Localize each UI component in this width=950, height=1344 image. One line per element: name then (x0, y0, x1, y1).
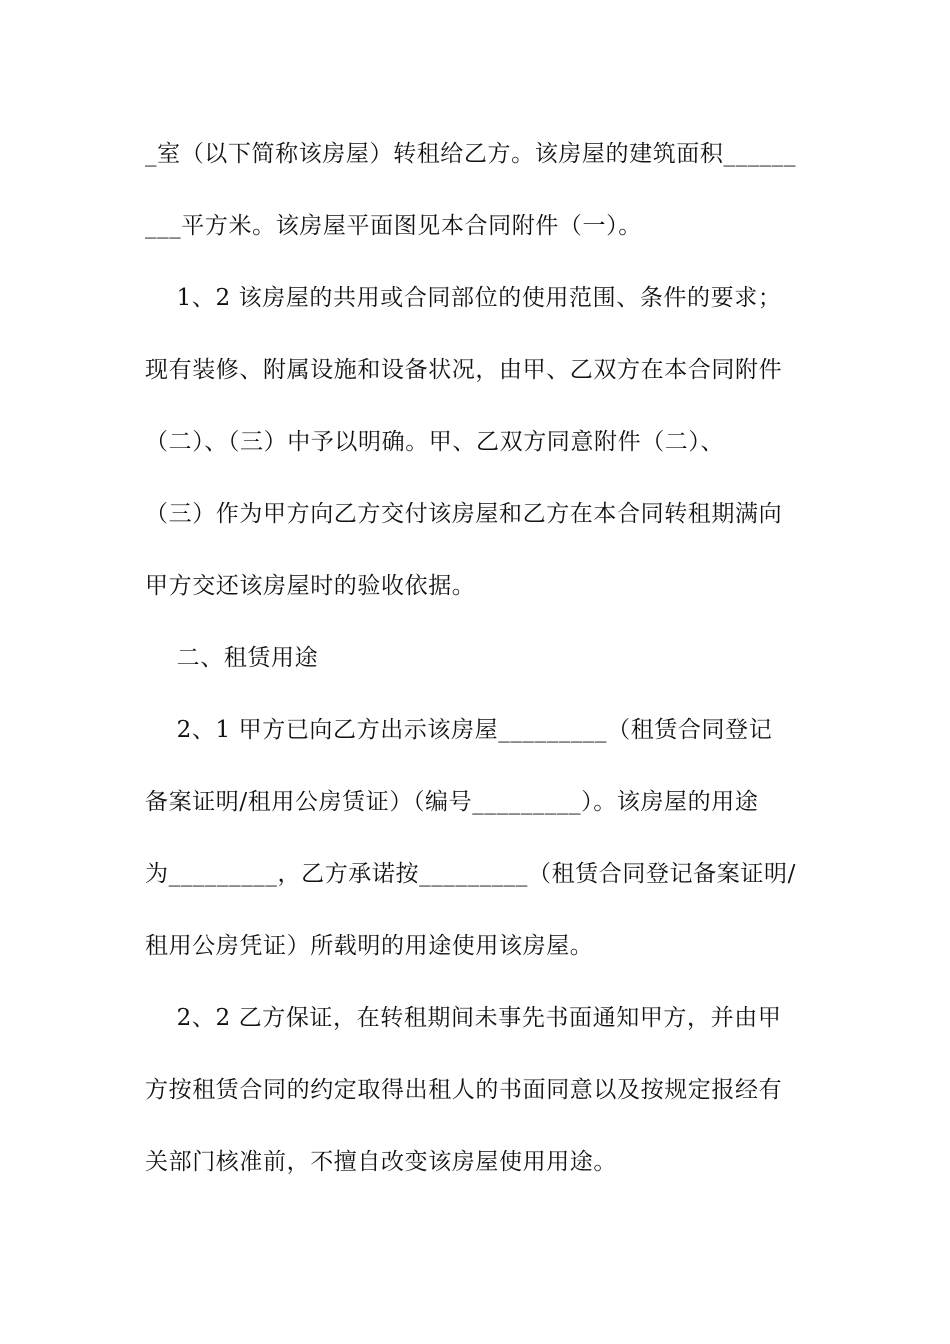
text-line-2: ___平方米。该房屋平面图见本合同附件（一）。 (145, 213, 642, 239)
clause-2-2-line-1: 2、2 乙方保证，在转租期间未事先书面通知甲方，并由甲 (145, 1005, 782, 1031)
clause-2-2-line-2: 方按租赁合同的约定取得出租人的书面同意以及按规定报经有 (145, 1077, 783, 1103)
clause-1-2-line-4: （三）作为甲方向乙方交付该房屋和乙方在本合同转租期满向 (145, 501, 783, 527)
clause-1-2-line-3: （二）、（三）中予以明确。甲、乙双方同意附件（二）、 (145, 429, 725, 455)
clause-2-1-line-3: 为_________，乙方承诺按_________（租赁合同登记备案证明/ (145, 861, 796, 887)
clause-2-1-line-2: 备案证明/租用公房赁证）（编号_________）。该房屋的用途 (145, 789, 759, 815)
clause-1-2-line-2: 现有装修、附属设施和设备状况，由甲、乙双方在本合同附件 (145, 357, 783, 383)
clause-2-1-line-4: 租用公房凭证）所载明的用途使用该房屋。 (145, 933, 594, 959)
clause-2-2-line-3: 关部门核准前，不擅自改变该房屋使用用途。 (145, 1149, 617, 1175)
section-heading-lease-purpose: 二、租赁用途 (145, 645, 319, 671)
clause-1-2-line-5: 甲方交还该房屋时的验收依据。 (145, 573, 476, 599)
clause-2-1-line-1: 2、1 甲方已向乙方出示该房屋_________（租赁合同登记 (145, 717, 773, 743)
text-line-1: _室（以下简称该房屋）转租给乙方。该房屋的建筑面积______ (145, 141, 797, 167)
clause-1-2-line-1: 1、2 该房屋的共用或合同部位的使用范围、条件的要求； (145, 285, 782, 311)
